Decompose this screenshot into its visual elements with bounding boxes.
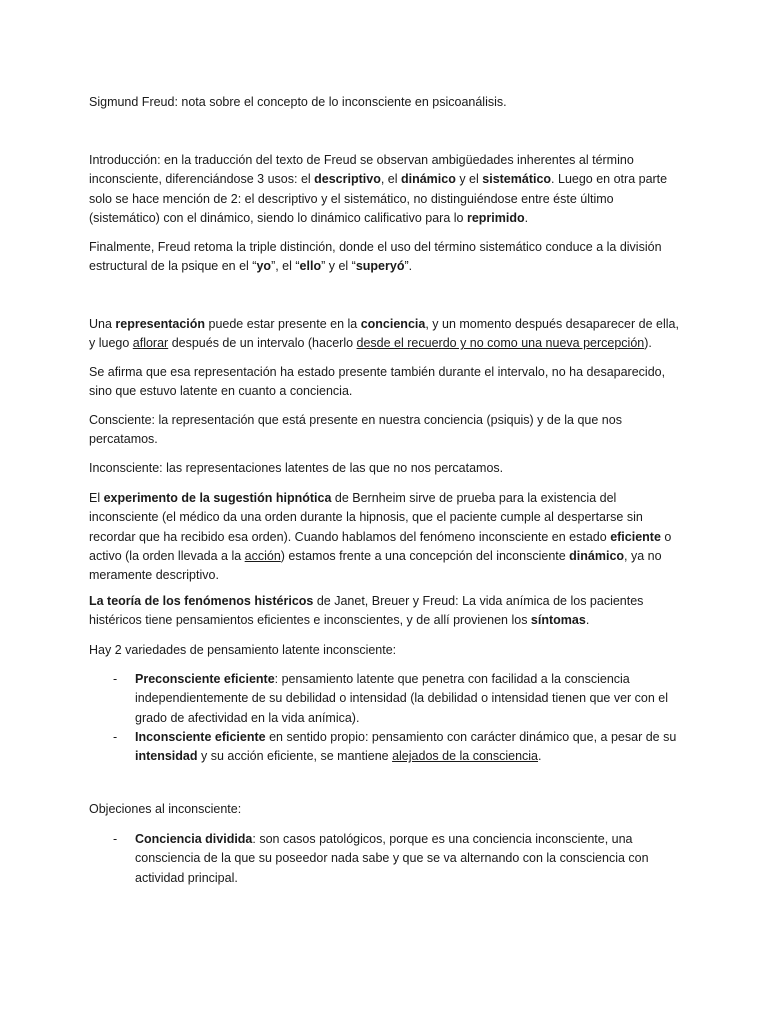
term-representacion: representación bbox=[115, 317, 206, 331]
text: ) estamos frente a una concepción del inconsciente bbox=[280, 548, 570, 563]
list-objeciones bbox=[89, 830, 684, 888]
text: ”. bbox=[404, 259, 413, 274]
term-eficiente: eficiente bbox=[610, 529, 661, 544]
text: inconsciente, diferenciándose 3 usos: el bbox=[89, 172, 315, 187]
list-item bbox=[89, 830, 684, 888]
term-yo: yo bbox=[256, 259, 272, 274]
document-title: Sigmund Freud: nota sobre el concepto de lo inconsciente en psicoanálisis. bbox=[89, 95, 507, 109]
list-variedades bbox=[89, 670, 684, 766]
text: Introducción: en la traducción del texto de Freud se observan ambigüedades inherentes al término bbox=[89, 153, 634, 167]
text: , el bbox=[380, 172, 401, 187]
text: Una bbox=[89, 317, 116, 331]
term-reprimido: reprimido bbox=[466, 210, 525, 225]
term-descriptivo: descriptivo bbox=[314, 172, 381, 187]
text: Finalmente, Freud retoma la triple distinción, donde el uso del término sistemático conduce a la división estructural de la psique en el “ bbox=[89, 240, 662, 274]
paragraph-variedades: Hay 2 variedades de pensamiento latente inconsciente: bbox=[89, 643, 397, 657]
paragraph-representacion bbox=[89, 315, 684, 354]
text: El bbox=[89, 491, 104, 505]
list-item bbox=[89, 670, 684, 728]
term-preconsciente: Preconsciente eficiente bbox=[135, 672, 275, 686]
text: y su acción eficiente, se mantiene bbox=[197, 749, 393, 764]
term-sintomas: síntomas bbox=[530, 613, 586, 628]
text: o activo (la orden llevada a la bbox=[89, 529, 672, 563]
paragraph-inconsciente: Inconsciente: las representaciones latentes de las que no nos percatamos. bbox=[89, 461, 504, 475]
text: , y un momento después desaparecer de ella, y luego bbox=[89, 317, 679, 351]
term-experimento: experimento de la sugestión hipnótica bbox=[103, 491, 332, 505]
text: . bbox=[585, 613, 590, 628]
underlined-alejados: alejados de la consciencia bbox=[392, 749, 539, 764]
text: ). bbox=[644, 336, 652, 351]
term-teoria: La teoría de los fenómenos histéricos bbox=[89, 594, 314, 608]
paragraph-histericos bbox=[89, 592, 684, 631]
paragraph-triple-distincion bbox=[89, 238, 684, 277]
text: de Bernheim sirve de prueba para la existencia del inconsciente (el médico da una orden durante la hipnosis, que el paciente cumple al despertarse sin recordar que ha recibido esa orden). Cuando hablamos del fenómeno inconsciente en estado bbox=[89, 491, 643, 544]
term-ello: ello bbox=[299, 259, 322, 274]
term-dinamico: dinámico bbox=[569, 548, 625, 563]
text: y el bbox=[455, 172, 483, 187]
underlined-recuerdo: desde el recuerdo y no como una nueva percepción bbox=[356, 336, 645, 351]
list-item bbox=[89, 728, 684, 767]
text: . Luego en otra parte solo se hace mención de 2: el descriptivo y el sistemático, no distinguiéndose entre éste último (sistemático) con el dinámico, siendo lo dinámico calificativo para lo bbox=[89, 172, 668, 225]
text: en sentido propio: pensamiento con carácter dinámico que, a pesar de su bbox=[265, 729, 677, 744]
text: de Janet, Breuer y Freud: La vida anímica de los pacientes histéricos tiene pensamientos eficientes e inconscientes, y de allí provienen los bbox=[89, 594, 644, 628]
text: : pensamiento latente que penetra con facilidad a la consciencia independientemente de su debilidad o intensidad (la debilidad o intensidad tienen que ver con el grado de afectividad en la vida anímica). bbox=[135, 672, 669, 725]
term-sistematico: sistemático bbox=[482, 172, 552, 187]
text: ”, el “ bbox=[271, 259, 300, 274]
section-heading-objeciones: Objeciones al inconsciente: bbox=[89, 802, 242, 816]
term-conciencia-dividida: Conciencia dividida bbox=[135, 832, 253, 846]
text: después de un intervalo (hacerlo bbox=[168, 336, 357, 351]
paragraph-consciente: Consciente: la representación que está presente en nuestra conciencia (psiquis) y de la que nos percatamos. bbox=[89, 413, 622, 447]
term-dinamico: dinámico bbox=[400, 172, 456, 187]
text: ” y el “ bbox=[321, 259, 356, 274]
text: , ya no meramente descriptivo. bbox=[89, 548, 662, 583]
underlined-accion: acción bbox=[244, 548, 281, 563]
term-conciencia: conciencia bbox=[360, 317, 426, 331]
term-inconsciente-eficiente: Inconsciente eficiente bbox=[135, 729, 266, 744]
term-intensidad: intensidad bbox=[135, 749, 198, 764]
paragraph-latente: Se afirma que esa representación ha estado presente también durante el intervalo, no ha desaparecido, sino que estuvo latente en cuanto a conciencia. bbox=[89, 365, 666, 399]
underlined-aflorar: aflorar bbox=[132, 336, 169, 351]
text: puede estar presente en la bbox=[205, 317, 361, 331]
text: : son casos patológicos, porque es una conciencia inconsciente, una consciencia de la que su poseedor nada sabe y que se va alternando con la consciencia con actividad principal. bbox=[135, 832, 649, 885]
text: . bbox=[524, 210, 529, 225]
term-superyo: superyó bbox=[355, 259, 405, 274]
text: . bbox=[538, 749, 542, 764]
paragraph-experimento bbox=[89, 489, 684, 585]
paragraph-introduccion bbox=[89, 151, 684, 228]
